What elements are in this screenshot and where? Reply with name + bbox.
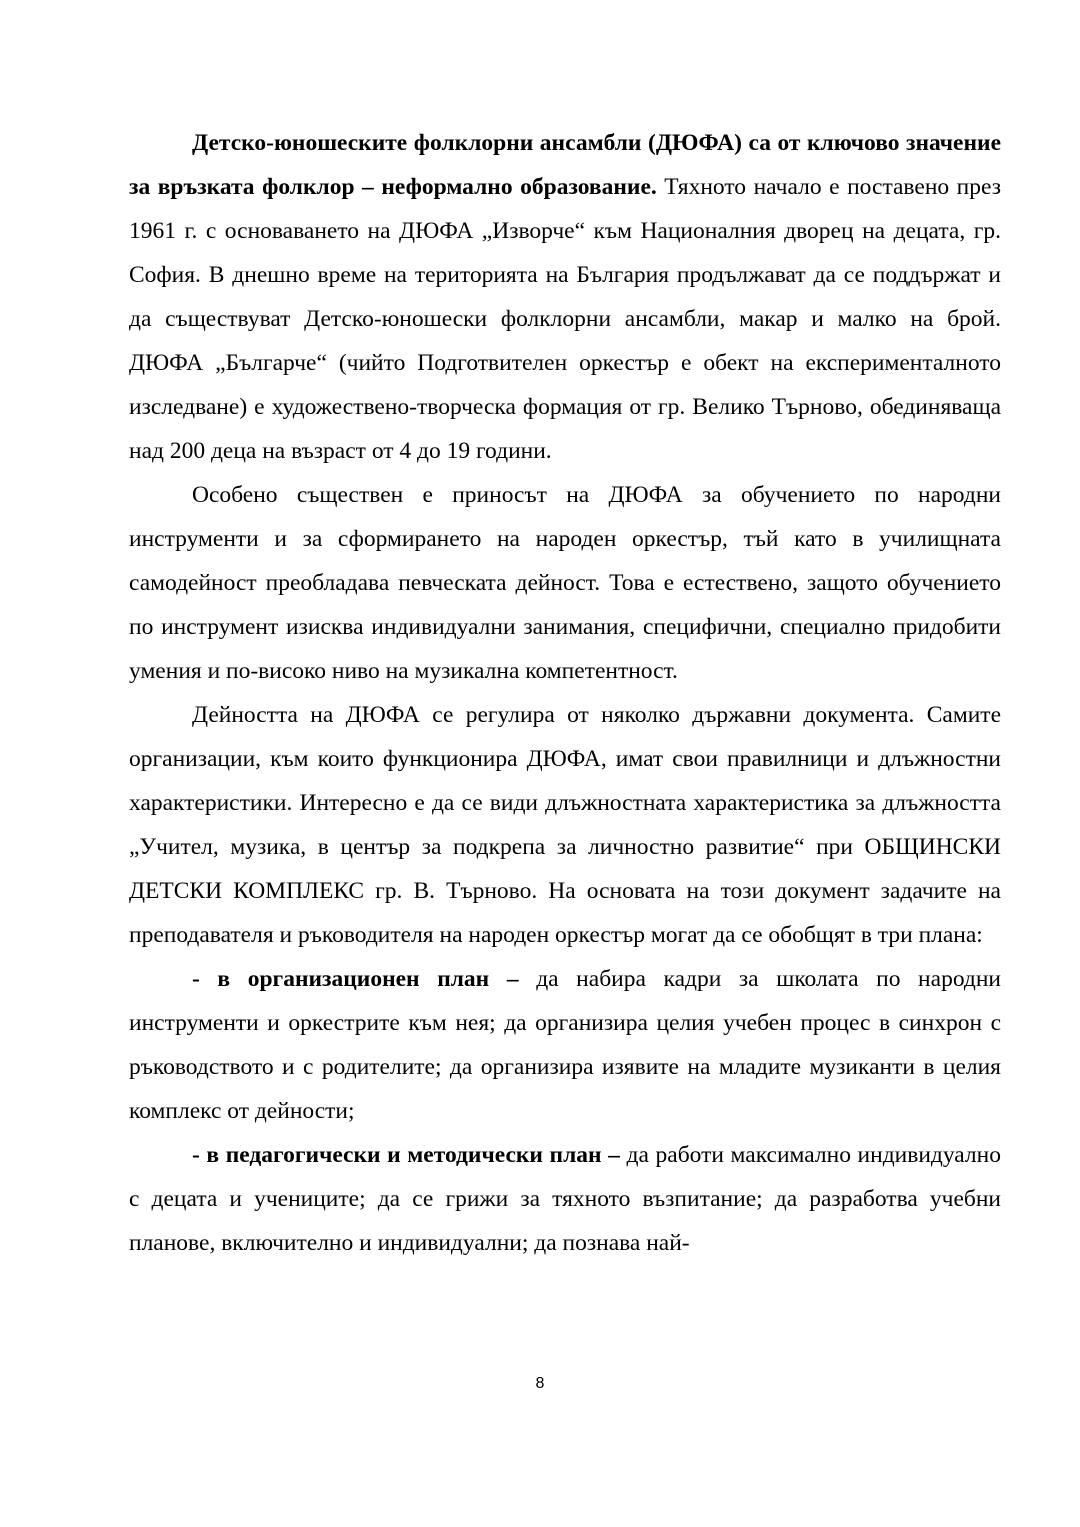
paragraph-lead-bold: Детско-юношеските фолклорни ансамбли (ДЮФА) са от ключово значение за връзката фолклор – неформално образование. bbox=[129, 130, 1001, 200]
paragraph-text: да работи максимално индивидуално с децата и учениците; да се грижи за тяхното възпитание; да разработва учебни планове, включително и индивидуални; да познава най- bbox=[129, 1142, 1001, 1256]
paragraph-text: Дейността на ДЮФА се регулира от няколко държавни документа. Самите организации, към които функционира ДЮФА, имат свои правилници и длъжностни характеристики. Интересно е да се види длъжностната характеристика за длъжността „Учител, музика, в център за подкрепа за личностно развитие“ при ОБЩИНСКИ ДЕТСКИ КОМПЛЕКС гр. В. Търново. На основата на този документ задачите на преподавателя и ръководителя на народен оркестър могат да се обобщят в три плана: bbox=[129, 702, 1001, 948]
paragraph-organizational-plan bbox=[129, 957, 1001, 1133]
paragraph-text: да набира кадри за школата по народни инструменти и оркестрите към нея; да организира целия учебен процес в синхрон с ръководството и с родителите; да организира изявите на младите музиканти в целия комплекс от дейности; bbox=[129, 966, 1001, 1124]
paragraph-regulation bbox=[129, 693, 1001, 957]
paragraph-text: Особено съществен е приносът на ДЮФА за обучението по народни инструменти и за сформирането на народен оркестър, тъй като в училищната самодейност преобладава певческата дейност. Това е естествено, защото обучението по инструмент изисква индивидуални занимания, специфични, специално придобити умения и по-високо ниво на музикална компетентност. bbox=[129, 482, 1001, 684]
document-body bbox=[129, 121, 1001, 1265]
paragraph-text: Тяхното начало е поставено през 1961 г. с основаването на ДЮФА „Изворче“ към Националния дворец на децата, гр. София. В днешно време на територията на България продължават да се поддържат и да съществуват Детско-юношески фолклорни ансамбли, макар и малко на брой. ДЮФА „Българче“ (чийто Подготвителен оркестър е обект на експерименталното изследване) е художествено-творческа формация от гр. Велико Търново, обединяваща над 200 деца на възраст от 4 до 19 години. bbox=[129, 174, 1002, 464]
page-number: 8 bbox=[535, 1375, 545, 1392]
paragraph-lead-bold: - в педагогически и методически план – bbox=[192, 1142, 620, 1168]
paragraph-instruments bbox=[129, 473, 1001, 693]
paragraph-intro-dyufa bbox=[129, 121, 1001, 473]
paragraph-pedagogical-plan bbox=[129, 1133, 1001, 1265]
paragraph-lead-bold: - в организационен план – bbox=[192, 966, 519, 992]
